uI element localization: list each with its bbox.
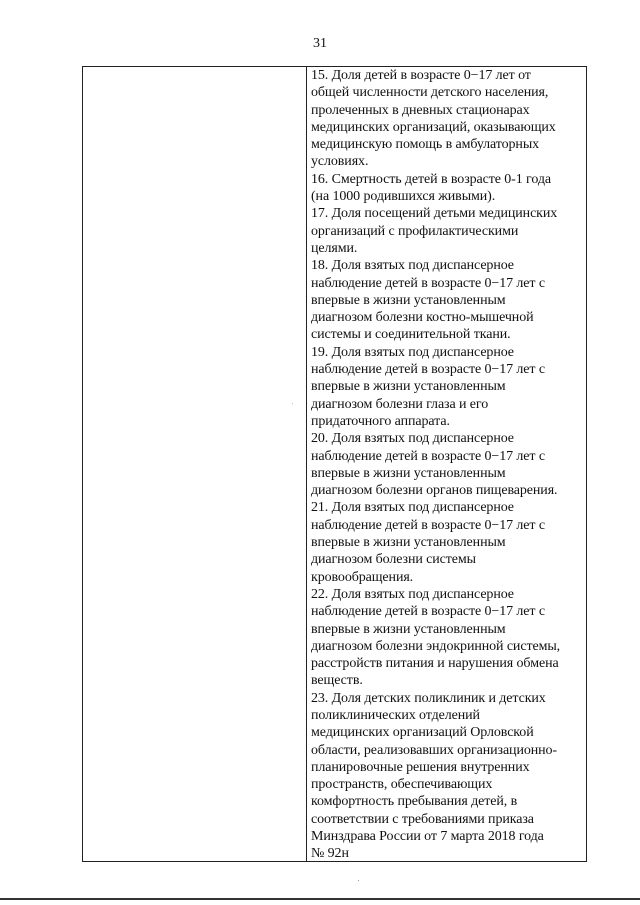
- indicator-text-line: впервые в жизни установленным: [311, 535, 506, 551]
- indicator-text-line: 23. Доля детских поликлиник и детских: [311, 690, 546, 706]
- page-number: 31: [313, 36, 327, 51]
- indicator-text-line: диагнозом болезни глаза и его: [311, 396, 489, 412]
- indicator-text-line: 22. Доля взятых под диспансерное: [311, 586, 514, 602]
- indicator-text-line: диагнозом болезни костно-мышечной: [311, 310, 534, 326]
- indicator-text-line: кровообращения.: [311, 569, 414, 585]
- indicator-text-line: условиях.: [311, 154, 369, 170]
- indicator-text-line: придаточного аппарата.: [311, 413, 450, 429]
- indicator-text-line: общей численности детского населения,: [311, 85, 549, 101]
- table-right-column: [307, 67, 587, 861]
- indicator-text-line: пролеченных в дневных стационарах: [311, 102, 530, 118]
- indicator-text-line: диагнозом болезни системы: [311, 552, 476, 568]
- indicator-text-line: впервые в жизни установленным: [311, 379, 506, 395]
- indicator-text-line: пространств, обеспечивающих: [311, 777, 493, 793]
- indicator-text-line: наблюдение детей в возрасте 0−17 лет с: [311, 275, 545, 291]
- indicator-text-line: 15. Доля детей в возрасте 0−17 лет от: [311, 68, 531, 83]
- indicator-text-line: диагнозом болезни органов пищеварения.: [311, 483, 558, 499]
- indicator-text-line: области, реализовавших организационно-: [311, 742, 557, 758]
- indicator-text-line: расстройств питания и нарушения обмена: [311, 656, 559, 672]
- scan-speck: [358, 880, 359, 881]
- indicator-text-line: наблюдение детей в возрасте 0−17 лет с: [311, 448, 545, 464]
- indicator-text-line: впервые в жизни установленным: [311, 621, 506, 637]
- indicator-text-line: впервые в жизни установленным: [311, 465, 506, 481]
- indicator-text-line: Минздрава России от 7 марта 2018 года: [311, 829, 544, 845]
- indicator-text-line: № 92н: [311, 846, 349, 862]
- indicator-text-line: 21. Доля взятых под диспансерное: [311, 500, 514, 516]
- indicator-text-line: целями.: [311, 240, 358, 256]
- indicator-text-line: веществ.: [311, 673, 363, 689]
- indicator-text-line: организаций с профилактическими: [311, 223, 519, 239]
- indicator-text-line: 16. Смертность детей в возрасте 0-1 года: [311, 171, 551, 187]
- document-table: [82, 66, 587, 862]
- indicator-text-line: наблюдение детей в возрасте 0−17 лет с: [311, 517, 545, 533]
- indicator-text-line: диагнозом болезни эндокринной системы,: [311, 638, 561, 654]
- indicator-text-line: системы и соединительной ткани.: [311, 327, 511, 343]
- indicator-text-line: медицинских организаций, оказывающих: [311, 119, 556, 135]
- indicator-text-line: наблюдение детей в возрасте 0−17 лет с: [311, 604, 545, 620]
- indicator-text-line: 19. Доля взятых под диспансерное: [311, 344, 514, 360]
- indicator-text-line: наблюдение детей в возрасте 0−17 лет с: [311, 362, 545, 378]
- scan-speck: [292, 403, 293, 404]
- indicator-text-line: соответствии с требованиями приказа: [311, 811, 534, 827]
- indicator-text-line: комфортность пребывания детей, в: [311, 794, 518, 810]
- indicator-text-line: 17. Доля посещений детьми медицинских: [311, 206, 558, 222]
- page-bottom-edge: [0, 898, 640, 900]
- indicator-text-line: поликлинических отделений: [311, 707, 480, 723]
- indicator-text-line: 18. Доля взятых под диспансерное: [311, 258, 514, 274]
- indicator-text-line: медицинских организаций Орловской: [311, 725, 534, 741]
- indicator-text-line: медицинскую помощь в амбулаторных: [311, 137, 540, 153]
- indicator-text-line: впервые в жизни установленным: [311, 292, 506, 308]
- indicator-text-line: (на 1000 родившихся живыми).: [311, 189, 496, 205]
- indicator-text-line: 20. Доля взятых под диспансерное: [311, 431, 514, 447]
- table-left-column: [83, 67, 307, 861]
- indicator-text-line: планировочные решения внутренних: [311, 759, 530, 775]
